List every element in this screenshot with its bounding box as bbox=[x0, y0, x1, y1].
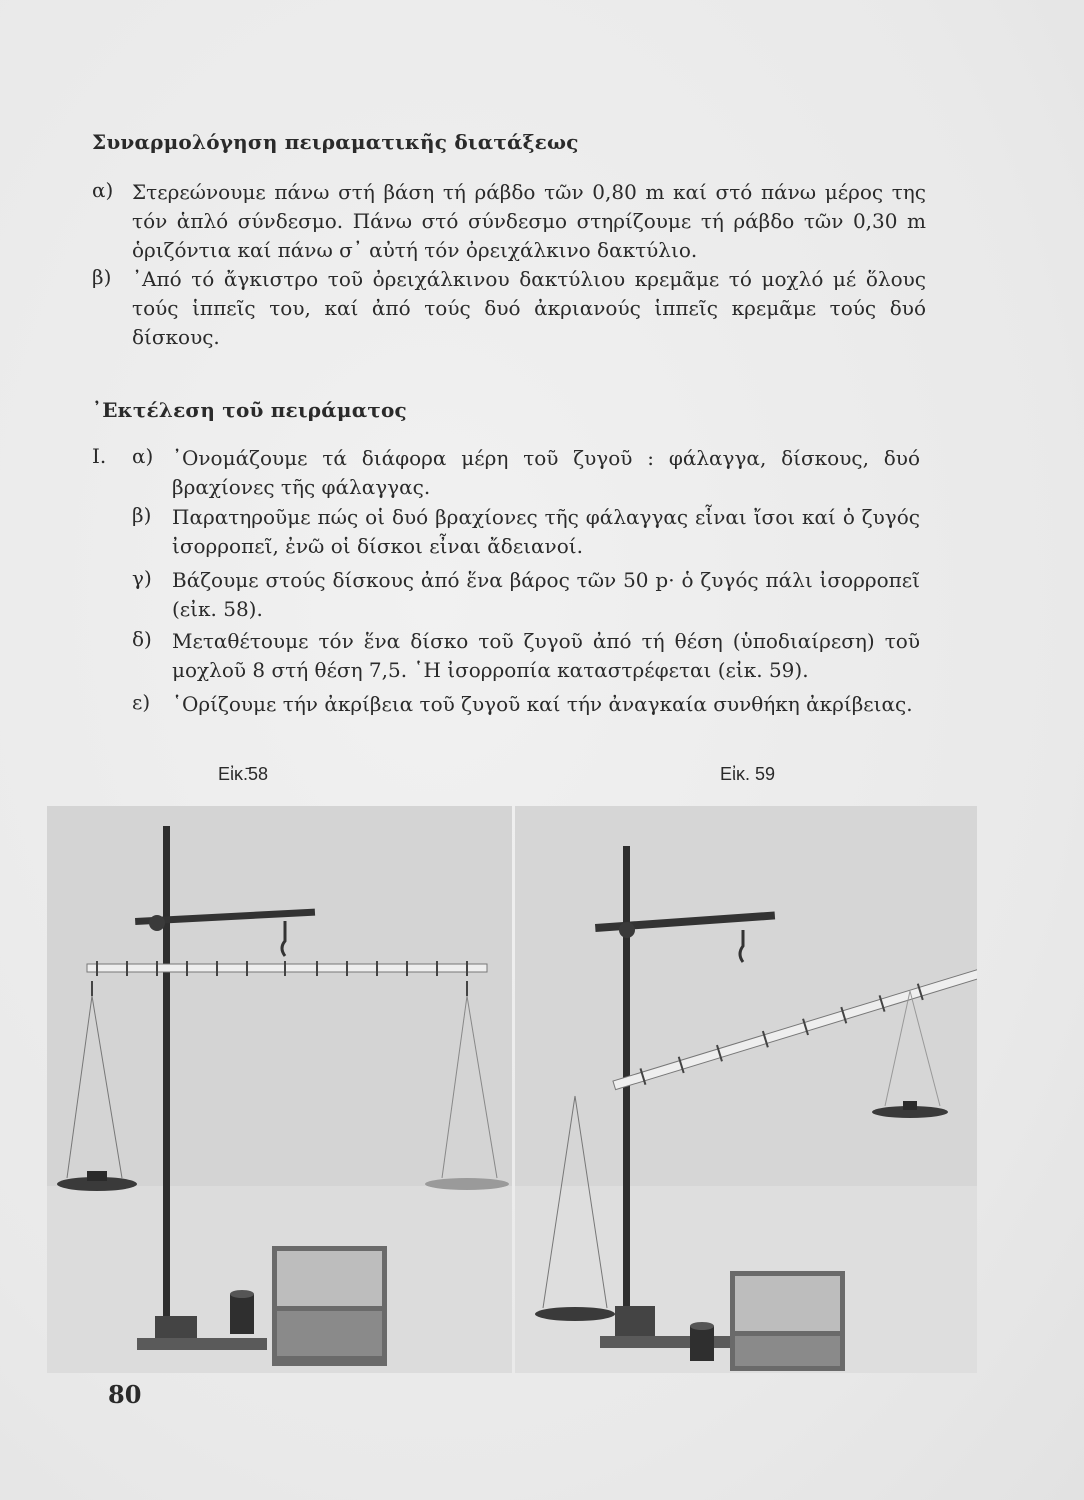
item-marker: β) bbox=[132, 503, 152, 527]
heading-execution: ᾽Εκτέλεση τοῦ πειράματος bbox=[92, 398, 407, 422]
execution-item-b: Παρατηροῦμε πώς οἱ δυό βραχίονες τῆς φάλαγγας εἶναι ἴσοι καί ὁ ζυγός ἰσορροπεῖ, ἐνῶ οἱ δίσκοι εἶναι ἄδειανοί. bbox=[172, 505, 920, 558]
item-marker: δ) bbox=[132, 627, 152, 651]
item-marker: β) bbox=[92, 265, 112, 289]
figure-caption-59: Εἰκ. 59 bbox=[720, 764, 776, 784]
figure-59-photo bbox=[515, 806, 977, 1373]
section-number: Ι. bbox=[92, 444, 107, 468]
page-number: 80 bbox=[108, 1380, 142, 1409]
figure-58-photo bbox=[47, 806, 512, 1373]
item-marker: α) bbox=[132, 444, 154, 468]
execution-item-e: ῾Ορίζουμε τήν ἀκρίβεια τοῦ ζυγοῦ καί τήν ἀναγκαία συνθήκη ἀκρίβειας. bbox=[172, 692, 913, 716]
item-marker: ε) bbox=[132, 690, 151, 714]
execution-item-d: Μεταθέτουμε τόν ἕνα δίσκο τοῦ ζυγοῦ ἀπό τή θέση (ὑποδιαίρεση) τοῦ μοχλοῦ 8 στή θέση 7,5. ῾Η ἰσορροπία καταστρέφεται (εἰκ. 59). bbox=[172, 629, 920, 682]
item-marker: α) bbox=[92, 178, 114, 202]
item-marker: γ) bbox=[132, 566, 152, 590]
balance-scale-tilted-illustration bbox=[515, 806, 977, 1373]
heading-assembly: Συναρμολόγηση πειραματικῆς διατάξεως bbox=[92, 130, 579, 154]
execution-item-a: ᾽Ονομάζουμε τά διάφορα μέρη τοῦ ζυγοῦ : φάλαγγα, δίσκους, δυό βραχίονες τῆς φάλαγγας. bbox=[172, 446, 920, 499]
assembly-item-b: ᾽Από τό ἄγκιστρο τοῦ ὀρειχάλκινου δακτύλιου κρεμᾶμε τό μοχλό μέ ὅλους τούς ἱππεῖς του, καί ἀπό τούς δυό ἀκριανούς ἱππεῖς κρεμᾶμε τούς δυό δίσκους. bbox=[132, 267, 926, 349]
execution-item-g: Βάζουμε στούς δίσκους ἀπό ἕνα βάρος τῶν 50 p· ὁ ζυγός πάλι ἰσορροπεῖ (εἰκ. 58). bbox=[172, 568, 920, 621]
balance-scale-level-illustration bbox=[47, 806, 512, 1373]
figure-caption-58: Εἰκ.̄58 bbox=[218, 764, 269, 784]
assembly-item-a: Στερεώνουμε πάνω στή βάση τή ράβδο τῶν 0,80 m καί στό πάνω μέρος της τόν ἁπλό σύνδεσμο. Πάνω στό σύνδεσμο στηρίζουμε τή ράβδο τῶν 0,30 m ὁριζόντια καί πάνω σ᾽ αὐτή τόν ὀρειχάλκινο δακτύλιο. bbox=[132, 180, 926, 262]
